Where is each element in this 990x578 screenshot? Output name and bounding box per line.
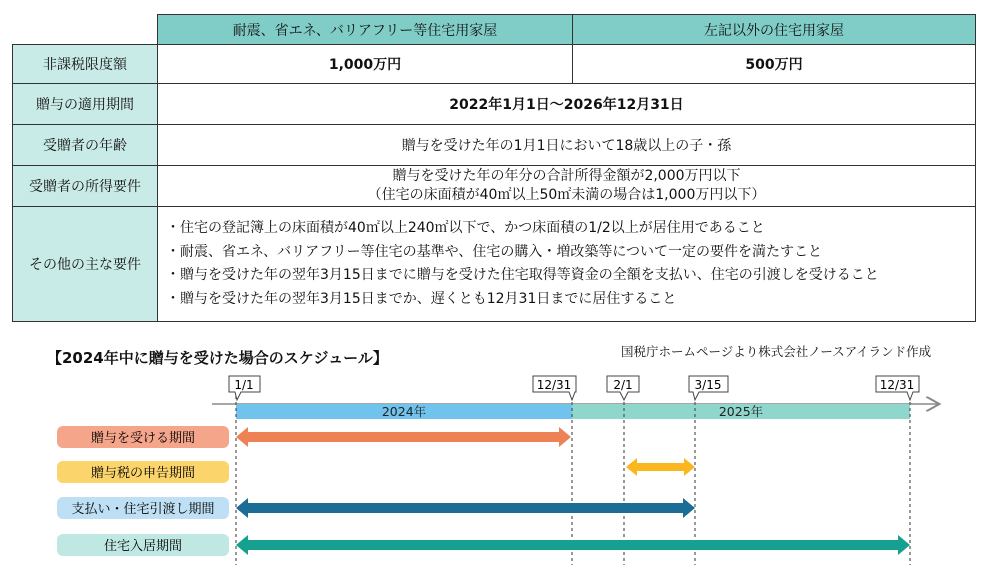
schedule-timeline [0,360,990,578]
value-other-requirements [158,207,976,322]
label-income-requirement: 受贈者の所得要件 [13,166,158,207]
header-other-housing: 左記以外の住宅用家屋 [573,15,976,45]
bar-label-payment: 支払い・住宅引渡し期間 [71,502,215,517]
date-label-0315: 3/15 [694,378,722,392]
value-recipient-age: 贈与を受けた年の1月1日において18歳以上の子・孫 [158,125,976,166]
label-gift-period: 贈与の適用期間 [13,84,158,125]
date-label-1231b: 12/31 [879,378,915,392]
requirements-table [12,14,976,322]
year-label-2024: 2024年 [381,404,427,419]
requirement-item-3: ・贈与を受けた年の翌年3月15日までに贈与を受けた住宅取得等資金の全額を支払い、住宅の引渡しを受けること [166,267,879,283]
year-label-2025: 2025年 [718,404,764,419]
date-label-0201: 2/1 [613,378,633,392]
header-earthquake-resistant: 耐震、省エネ、バリアフリー等住宅用家屋 [158,15,573,45]
date-label-1231a: 12/31 [536,378,572,392]
date-callout-1231b [876,376,919,400]
requirement-item-1: ・住宅の登記簿上の床面積が40㎡以上240㎡以下で、かつ床面積の1/2以上が居住用であること [166,220,765,236]
bar-label-residence: 住宅入居期間 [103,539,183,554]
value-tax-free-limit-2: 500万円 [573,45,976,84]
income-line-1: 贈与を受けた年の年分の合計所得金額が2,000万円以下 [392,168,741,184]
date-callout-0101 [229,376,260,400]
label-other-requirements: その他の主な要件 [13,207,158,322]
label-tax-free-limit: 非課税限度額 [13,45,158,84]
date-label-0101: 1/1 [234,378,254,392]
label-recipient-age: 受贈者の年齢 [13,125,158,166]
date-callout-0315 [689,376,728,400]
value-gift-period: 2022年1月1日～2026年12月31日 [158,84,976,125]
arrow-gift-period [236,427,571,447]
header-blank-cell [13,15,158,45]
bar-label-gift: 贈与を受ける期間 [90,431,196,446]
schedule-title: 【2024年中に贈与を受けた場合のスケジュール】 [47,349,388,367]
income-line-2: （住宅の床面積が40㎡以上50㎡未満の場合は1,000万円以下） [367,187,766,203]
value-income-requirement [158,166,976,207]
source-note: 国税庁ホームページより株式会社ノースアイランド作成 [621,344,932,359]
bar-label-filing: 贈与税の申告期間 [90,466,196,481]
requirement-item-4: ・贈与を受けた年の翌年3月15日までか、遅くとも12月31日までに居住すること [166,290,677,307]
value-tax-free-limit-1: 1,000万円 [158,45,573,84]
date-callout-0201 [607,376,639,400]
arrow-filing-period [626,458,695,476]
date-callout-1231a [533,376,576,400]
arrow-payment-period [236,498,695,518]
requirement-item-2: ・耐震、省エネ、バリアフリー等住宅の基準や、住宅の購入・増改築等について一定の要件を満たすこと [166,243,823,260]
arrow-residence-period [236,535,910,555]
